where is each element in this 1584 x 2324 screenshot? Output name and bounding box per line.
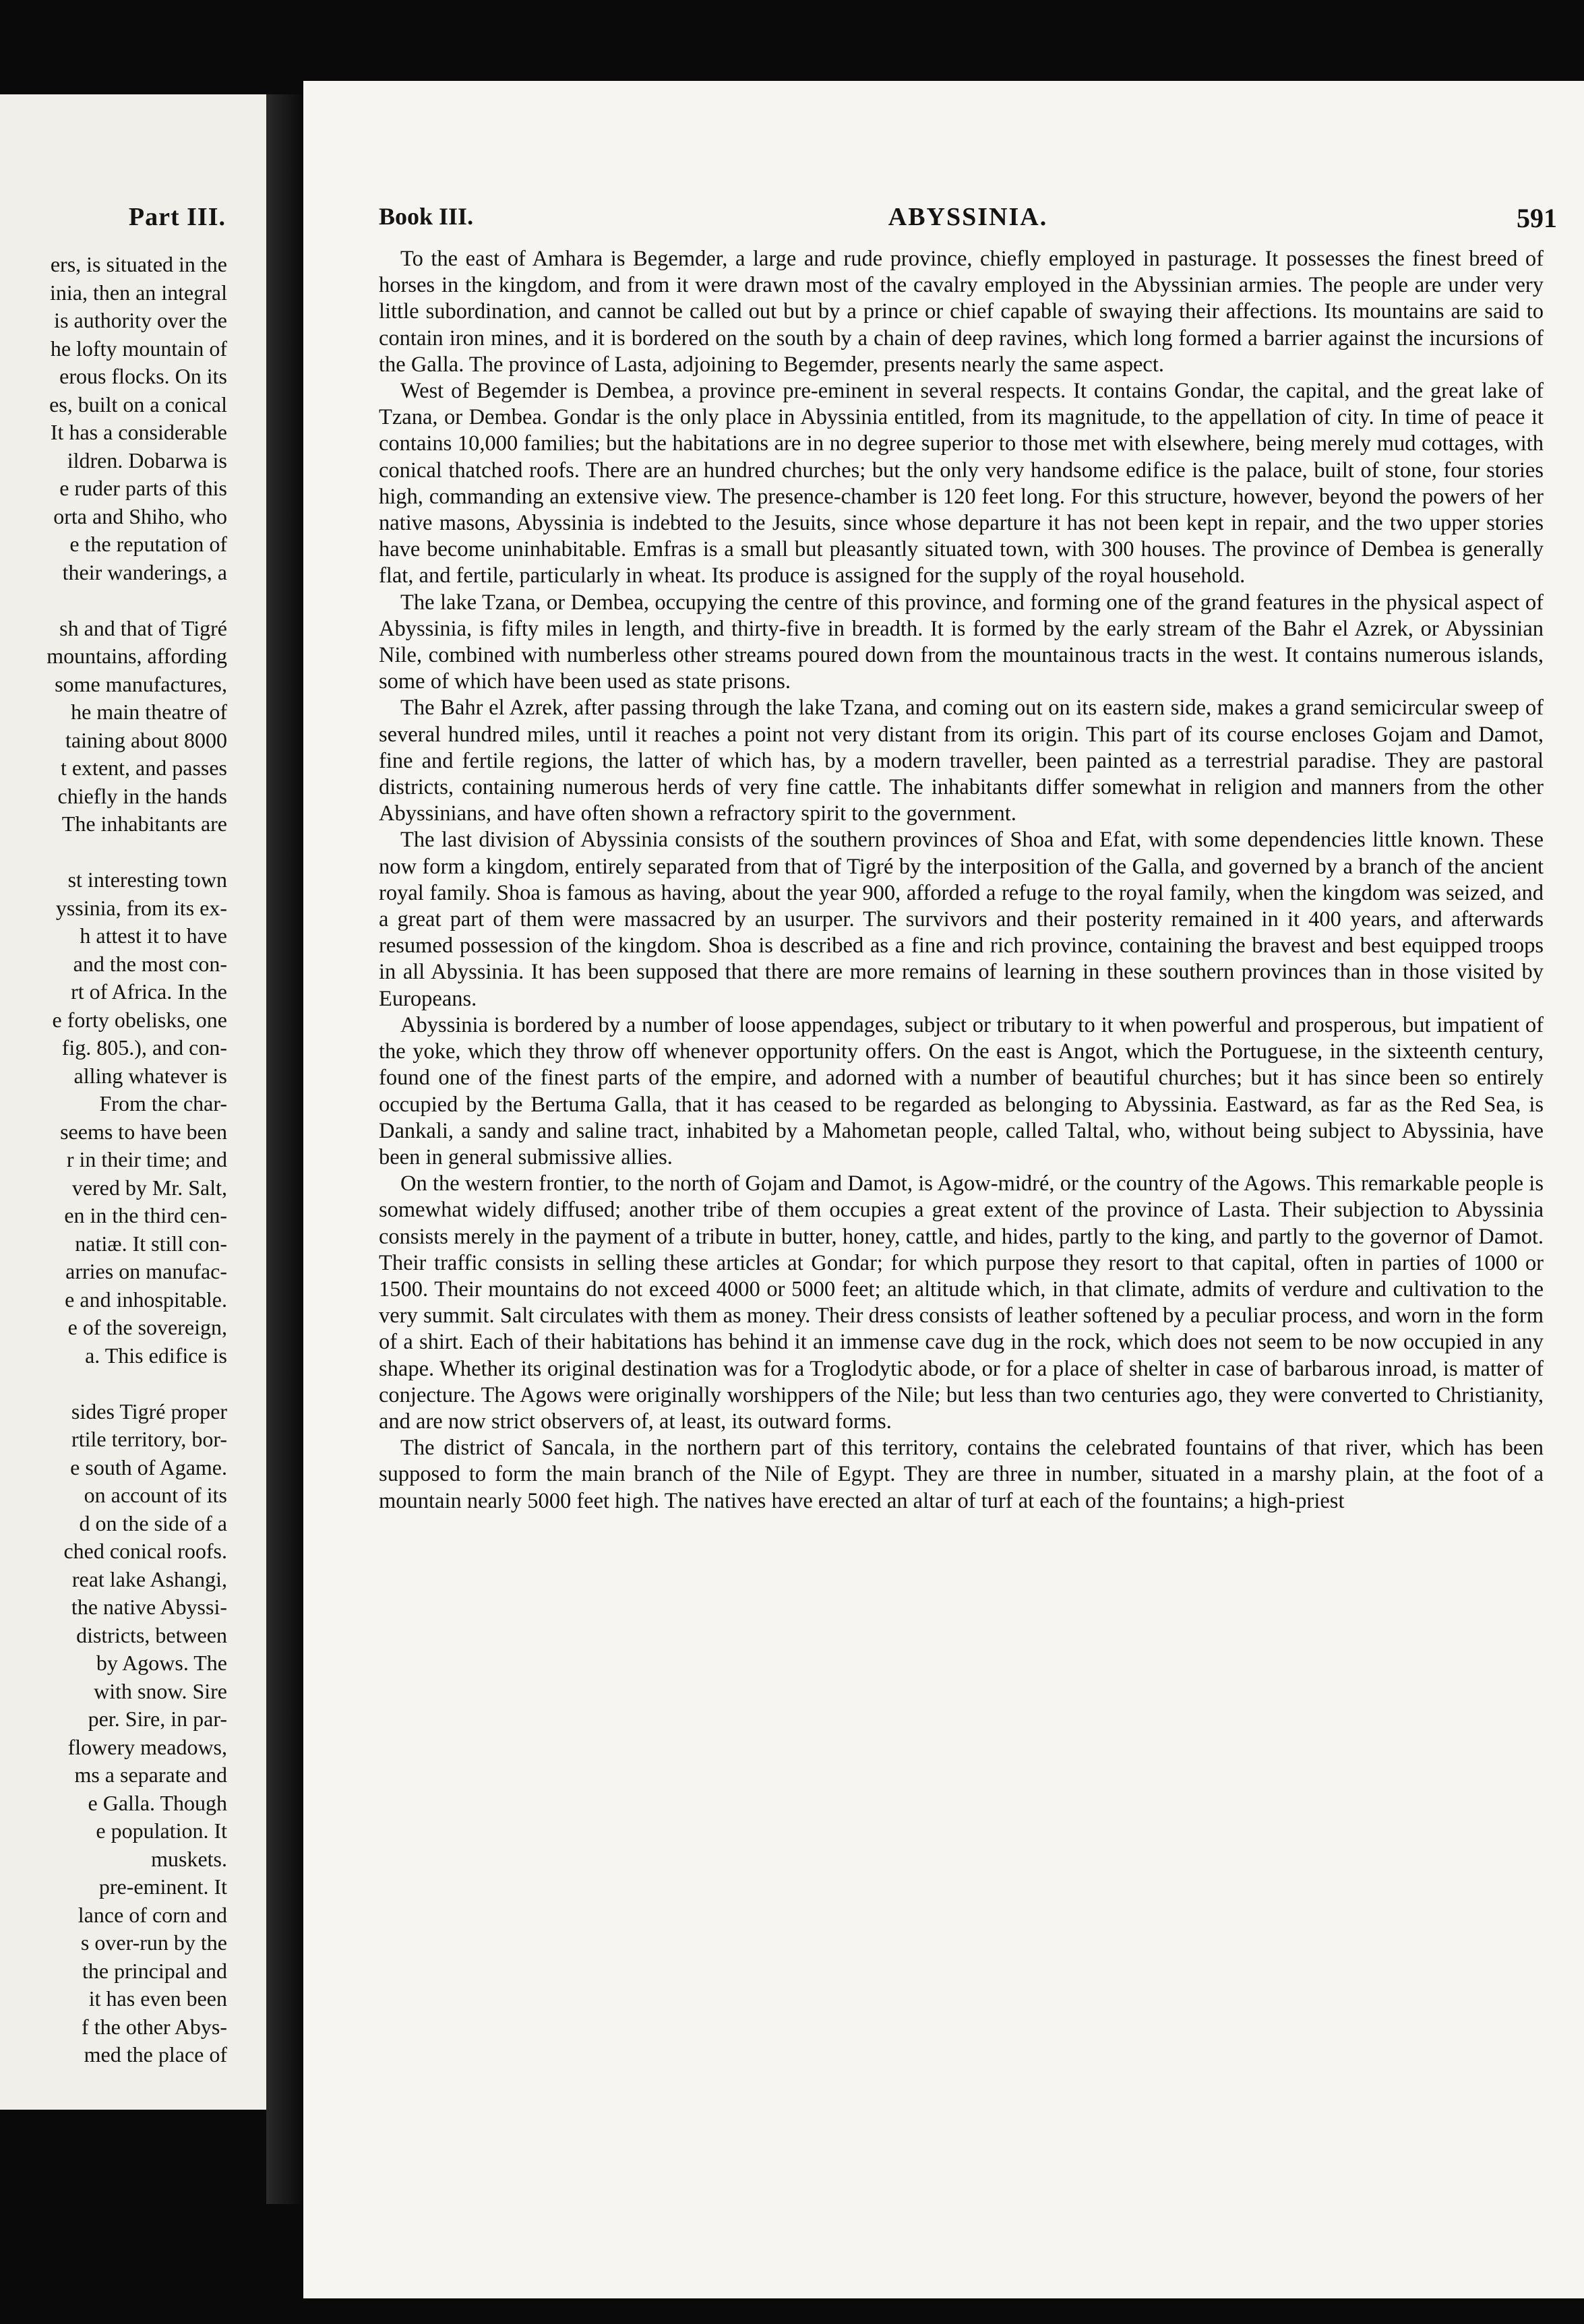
left-page-line [0,1370,227,1398]
left-page-line: ms a separate and [74,1763,227,1787]
page-title: ABYSSINIA. [888,203,1048,231]
left-page-line: sides Tigré proper [71,1399,227,1424]
left-page-line: e forty obelisks, one [52,1007,227,1032]
left-page-line: From the char- [99,1091,227,1115]
left-page-line: pre-eminent. It [98,1874,227,1899]
left-page-line: d on the side of a [79,1510,227,1535]
left-page-line: by Agows. The [96,1651,227,1675]
left-page-line: sh and that of Tigré [59,615,227,640]
page-number: 591 [1517,203,1557,233]
left-page-line: h attest it to have [80,923,227,948]
left-page-line: districts, between [76,1622,227,1647]
left-page-line: and the most con- [73,951,227,976]
left-page-line: e south of Agame. [70,1455,227,1479]
left-page-line [0,838,227,867]
left-page-line: e and inhospitable. [65,1287,227,1312]
left-page-line: vered by Mr. Salt, [71,1175,227,1200]
right-page [303,81,1584,2298]
left-page-header: Part III. [128,203,226,231]
left-page-line: he main theatre of [71,700,227,724]
left-page-line: erous flocks. On its [59,364,227,388]
left-page-line: alling whatever is [73,1063,227,1088]
left-page-line: ildren. Dobarwa is [67,448,227,472]
left-page-line: their wanderings, a [62,559,227,584]
left-page-line: t extent, and passes [60,756,227,780]
left-page-line: seems to have been [60,1119,227,1144]
running-header [379,202,1557,243]
left-page-line: mountains, affording [47,644,227,668]
left-page-line: flowery meadows, [67,1734,227,1759]
left-page-line: orta and Shiho, who [53,503,227,528]
left-page-line: e population. It [96,1818,227,1843]
left-page-line: yssinia, from its ex- [55,895,227,920]
left-page-line: is authority over the [54,308,227,332]
left-page-line: f the other Abys- [82,2014,227,2039]
left-page-line: arries on manufac- [65,1259,227,1283]
left-page-line: reat lake Ashangi, [71,1566,227,1591]
paragraph: Abyssinia is bordered by a number of loose appendages, subject or tributary to it when powerful and prosperous, but impatient of the yoke, which they throw off whenever opportunity offers. On the east is Angot, which the Portuguese, in the sixteenth century, found one of the finest parts of the empire, and adorned with a number of beautiful churches; but it has since been so entirely occupied by the Bertuma Galla, that it has ceased to be regarded as belonging to Abyssinia. Eastward, as far as the Red Sea, is Dankali, a sandy and saline tract, inhabited by a Mahometan people, called Taltal, who, without being subject to Abyssinia, have been in general submissive allies. [379,1012,1544,1169]
left-page-line: per. Sire, in par- [88,1707,227,1731]
left-page-line: es, built on a conical [49,392,227,417]
left-page-line: r in their time; and [66,1147,227,1171]
left-page-line: fig. 805.), and con- [61,1035,227,1060]
left-page-line: the native Abyssi- [71,1595,227,1619]
left-page-line: e ruder parts of this [59,476,227,500]
left-page-line: taining about 8000 [65,727,227,752]
left-page-text [0,251,227,2069]
left-page-line: rt of Africa. In the [71,979,227,1004]
left-page-line: some manufactures, [55,671,227,696]
left-page-line: lance of corn and [78,1902,227,1927]
paragraph: On the western frontier, to the north of Gojam and Damot, is Agow-midré, or the country of the Agows. This remarkable people is somewhat widely diffused; another tribe of them occupies a great extent of the province of Lasta. Their subjection to Abyssinia consists merely in the payment of a tribute in butter, honey, cattle, and hides, partly to the king, and partly to the governor of Damot. Their traffic consists in selling these articles at Gondar; for which purpose they resort to that capital, often in parties of 1000 or 1500. Their mountains do not exceed 4000 or 5000 feet; an altitude which, in that climate, admits of verdure and cultivation to the very summit. Salt circulates with them as money. Their dress consists of leather softened by a peculiar process, and worn in the form of a shirt. Each of their habitations has behind it an immense cave dug in the rock, which does not seem to be now occupied in any shape. Whether its original destination was for a Troglodytic abode, or for a place of shelter in case of barbarous inroad, is matter of conjecture. The Agows were originally worshippers of the Nile; but less than two centuries ago, they were converted to Christianity, and are now strict observers of, at least, its outward forms. [379,1171,1544,1434]
left-page-line: with snow. Sire [94,1678,227,1703]
left-page-line: med the place of [84,2042,227,2067]
book-gutter [266,94,303,2204]
paragraph: The Bahr el Azrek, after passing through the lake Tzana, and coming out on its eastern side, makes a grand semicircular sweep of several hundred miles, until it reaches a point not very distant from its origin. This part of its course encloses Gojam and Damot, fine and fertile regions, the latter of which has, by a modern traveller, been painted as a terrestrial paradise. They are pastoral districts, containing numerous herds of very fine cattle. The inhabitants differ somewhat in religion and manners from the other Abyssinians, and have often shown a refractory spirit to the government. [379,696,1544,826]
left-page-line: he lofty mountain of [50,336,227,361]
left-page-line: the principal and [82,1958,227,1983]
paragraph: The district of Sancala, in the northern part of this territory, contains the celebrated fountains of that river, which has been supposed to form the main branch of the Nile of Egypt. They are three in number, situated in a marshy plain, at the foot of a mountain nearly 5000 feet high. The natives have erected an altar of turf at each of the fountains; a high-priest [379,1436,1544,1513]
left-page-line: chiefly in the hands [57,783,227,808]
left-page-line [0,586,227,615]
left-page-line: en in the third cen- [64,1203,227,1227]
left-page-line: The inhabitants are [61,812,227,836]
left-page-line: a. This edifice is [85,1343,227,1368]
left-page-line: natiæ. It still con- [75,1231,227,1256]
left-page-line: it has even been [88,1986,227,2011]
left-page-line: rtile territory, bor- [71,1427,227,1451]
body-text [379,246,1544,1515]
left-page-line: e of the sovereign, [67,1315,227,1339]
left-page-line: on account of its [84,1483,227,1507]
paragraph: The lake Tzana, or Dembea, occupying the centre of this province, and forming one of the grand features in the physical aspect of Abyssinia, is fifty miles in length, and thirty-five in breadth. It is formed by the early stream of the Bahr el Azrek, or Abyssinian Nile, combined with numberless other streams poured down from the mountainous tracts in the west. It contains numerous islands, some of which have been used as state prisons. [379,590,1544,694]
left-page-line: e Galla. Though [88,1790,227,1815]
book-label: Book III. [379,203,474,230]
paragraph: West of Begemder is Dembea, a province pre-eminent in several respects. It contains Gondar, the capital, and the great lake of Tzana, or Dembea. Gondar is the only place in Abyssinia entitled, from its magnitude, to the appellation of city. In time of peace it contains 10,000 families; but the habitations are in no degree superior to those met with elsewhere, being merely mud cottages, with conical thatched roofs. There are an hundred churches; but the only very handsome edifice is the palace, built of stone, four stories high, commanding an extensive view. The presence-chamber is 120 feet long. For this structure, however, beyond the powers of her native masons, Abyssinia is indebted to the Jesuits, since whose departure it has not been kept in repair, and the two upper stories have become uninhabitable. Emfras is a small but pleasantly situated town, with 300 houses. The province of Dembea is generally flat, and fertile, particularly in wheat. Its produce is assigned for the supply of the royal household. [379,379,1544,588]
left-page-line: e the reputation of [69,532,227,556]
left-page-line: inia, then an integral [49,280,227,305]
left-page-line: ers, is situated in the [50,252,227,276]
left-page-line: muskets. [151,1846,227,1871]
left-page-line: st interesting town [67,867,227,892]
left-page-line: ched conical roofs. [63,1539,227,1563]
left-page [0,94,266,2110]
paragraph: The last division of Abyssinia consists of the southern provinces of Shoa and Efat, with some dependencies little known. These now form a kingdom, entirely separated from that of Tigré by the interposition of the Galla, and governed by a branch of the ancient royal family. Shoa is famous as having, about the year 900, afforded a refuge to the royal family, when the kingdom was seized, and a great part of them were massacred by an usurper. The survivors and their posterity remained in it 400 years, and afterwards resumed possession of the kingdom. Shoa is described as a fine and rich province, containing the bravest and best equipped troops in all Abyssinia. It has been supposed that there are more remains of learning in these southern provinces than in those visited by Europeans. [379,828,1544,1011]
paragraph: To the east of Amhara is Begemder, a large and rude province, chiefly employed in pasturage. It possesses the finest breed of horses in the kingdom, and from it were drawn most of the cavalry employed in the Abyssinian armies. The people are under very little subordination, and cannot be called out but by a prince or chief capable of swaying their affections. Its mountains are said to contain iron mines, and it is bordered on the south by a chain of deep ravines, which long formed a barrier against the incursions of the Galla. The province of Lasta, adjoining to Begemder, presents nearly the same aspect. [379,247,1544,377]
left-page-line: s over-run by the [80,1930,227,1955]
left-page-line: It has a considerable [50,420,227,444]
